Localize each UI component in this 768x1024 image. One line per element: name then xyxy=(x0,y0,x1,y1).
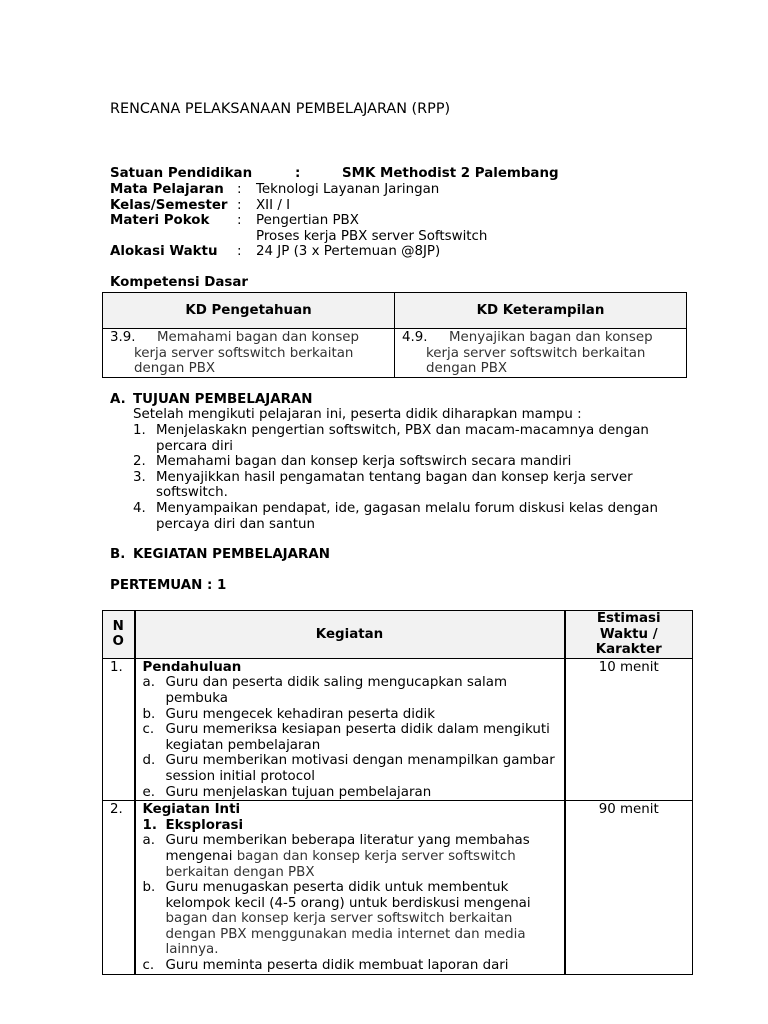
pertemuan-label: PERTEMUAN : 1 xyxy=(110,578,227,593)
list-item-letter: b. xyxy=(142,706,156,722)
row-number-text: 1. xyxy=(110,659,123,675)
list-item-letter: a. xyxy=(142,675,155,691)
list-item-text: Guru mengecek kehadiran peserta didik xyxy=(165,706,435,722)
list-item-letter: d. xyxy=(142,753,156,769)
kd-right-text xyxy=(402,330,680,377)
kd-left-text xyxy=(110,330,388,377)
satuan-label: Satuan Pendidikan xyxy=(110,166,253,181)
sub-heading xyxy=(143,818,558,834)
col-estimasi-header xyxy=(565,611,693,659)
row-estimate xyxy=(565,658,693,800)
materi-value-1: Pengertian PBX xyxy=(256,213,359,228)
list-item xyxy=(143,753,558,784)
tujuan-letter: A. xyxy=(110,392,126,407)
tujuan-item-number: 4. xyxy=(133,500,146,516)
alokasi-value: 24 JP (3 x Pertemuan @8JP) xyxy=(256,244,441,259)
tujuan-item-number: 1. xyxy=(133,423,146,438)
tujuan-heading: TUJUAN PEMBELAJARAN xyxy=(133,392,313,407)
kd-table xyxy=(102,292,687,378)
tujuan-item-text: Menyajikkan hasil pengamatan tentang bagan dan konsep kerja server softswitch. xyxy=(156,469,633,501)
kelas-colon: : xyxy=(237,198,242,213)
tujuan-list xyxy=(133,423,693,532)
tujuan-item-text: Menyampaikan pendapat, ide, gagasan melalu forum diskusi kelas dengan percaya diri dan santun xyxy=(156,500,658,532)
list-item xyxy=(143,833,558,880)
list-item-letter: e. xyxy=(142,784,155,800)
tujuan-item-number: 2. xyxy=(133,454,146,470)
tujuan-item xyxy=(133,423,693,454)
kd-col-keterampilan: KD Keterampilan xyxy=(395,293,687,329)
list-item xyxy=(143,958,558,974)
satuan-colon: : xyxy=(295,166,301,181)
list-item-text-part: Guru menugaskan peserta didik untuk membentuk kelompok kecil (4-5 orang) untuk berdiskusi mengenai xyxy=(165,880,531,911)
satuan-value: SMK Methodist 2 Palembang xyxy=(342,166,559,181)
tujuan-intro: Setelah mengikuti pelajaran ini, peserta didik diharapkan mampu : xyxy=(133,407,582,422)
sub-heading-text: Eksplorasi xyxy=(165,817,244,833)
kegiatan-letter: B. xyxy=(110,547,126,562)
tujuan-item-text: Menjelaskakn pengertian softswitch, PBX dan macam-macamnya dengan percara diri xyxy=(156,423,649,454)
kd-right-text-content: Menyajikan bagan dan konsep kerja server softswitch berkaitan dengan PBX xyxy=(426,330,653,377)
row-activity xyxy=(135,801,565,975)
list-item xyxy=(143,880,558,958)
list-item-letter: b. xyxy=(142,880,156,896)
list-item-text: Guru memeriksa kesiapan peserta didik dalam mengikuti kegiatan pembelajaran xyxy=(165,722,550,753)
list-item-text xyxy=(143,833,558,880)
list-item xyxy=(143,675,558,706)
tujuan-item xyxy=(133,501,693,532)
kd-right-number: 4.9. xyxy=(402,330,428,345)
kelas-value: XII / I xyxy=(256,198,291,213)
tujuan-item-number: 3. xyxy=(133,469,146,485)
mapel-colon: : xyxy=(237,182,242,197)
document-title: RENCANA PELAKSANAAN PEMBELAJARAN (RPP) xyxy=(110,101,451,117)
tujuan-item xyxy=(133,470,693,501)
alokasi-colon: : xyxy=(237,244,242,259)
list-item xyxy=(143,785,558,801)
list-item-text: Guru menjelaskan tujuan pembelajaran xyxy=(165,784,432,800)
row-number xyxy=(103,658,135,800)
list-item xyxy=(143,707,558,723)
list-item-text: Guru meminta peserta didik membuat laporan dari xyxy=(165,958,509,974)
kelas-label: Kelas/Semester xyxy=(110,198,228,213)
mapel-label: Mata Pelajaran xyxy=(110,182,224,197)
tujuan-item-text: Memahami bagan dan konsep kerja softswirch secara mandiri xyxy=(156,454,572,470)
row-title: Pendahuluan xyxy=(142,659,242,675)
table-row xyxy=(103,658,693,800)
list-item-text xyxy=(143,880,558,958)
list-item-text-part: bagan dan konsep kerja server softswitch berkaitan dengan PBX xyxy=(165,848,516,880)
kd-left-text-content: Memahami bagan dan konsep kerja server softswitch berkaitan dengan PBX xyxy=(134,330,360,377)
materi-value-2: Proses kerja PBX server Softswitch xyxy=(256,229,488,244)
activities-table xyxy=(102,610,693,975)
list-item-text: Guru dan peserta didik saling mengucapkan salam pembuka xyxy=(165,675,507,706)
row-estimate-text: 90 menit xyxy=(598,802,659,818)
col-estimasi-label: Estimasi Waktu / Karakter xyxy=(595,611,662,658)
materi-label: Materi Pokok xyxy=(110,213,210,228)
kd-cell-left xyxy=(103,329,395,378)
mapel-value: Teknologi Layanan Jaringan xyxy=(256,182,440,197)
kd-heading: Kompetensi Dasar xyxy=(110,275,248,290)
table-row xyxy=(103,801,693,975)
col-no-header xyxy=(103,611,135,659)
row-estimate xyxy=(565,801,693,975)
row-activity xyxy=(135,658,565,800)
row-number xyxy=(103,801,135,975)
list-item-letter: c. xyxy=(142,722,155,738)
kd-cell-right xyxy=(395,329,687,378)
kd-col-pengetahuan: KD Pengetahuan xyxy=(103,293,395,329)
col-kegiatan-header: Kegiatan xyxy=(135,611,565,659)
materi-colon: : xyxy=(237,213,242,228)
tujuan-item xyxy=(133,454,693,470)
alokasi-label: Alokasi Waktu xyxy=(110,244,218,259)
list-item-letter: a. xyxy=(142,833,155,849)
list-item xyxy=(143,722,558,753)
col-no-label: N O xyxy=(112,618,124,650)
list-item-text-part: bagan dan konsep kerja server softswitch berkaitan dengan PBX menggunakan media internet dan media lainnya. xyxy=(165,911,526,958)
sub-heading-number: 1. xyxy=(142,817,157,833)
kd-left-number: 3.9. xyxy=(110,330,136,345)
kegiatan-heading: KEGIATAN PEMBELAJARAN xyxy=(133,547,330,562)
row-estimate-text: 10 menit xyxy=(598,659,659,675)
row-title: Kegiatan Inti xyxy=(142,802,241,818)
list-item-text: Guru memberikan motivasi dengan menampilkan gambar session initial protocol xyxy=(165,753,555,784)
list-item-letter: c. xyxy=(142,958,155,974)
list-item-text-part: Guru memberikan beberapa literatur yang membahas mengenai xyxy=(165,833,530,864)
row-number-text: 2. xyxy=(110,802,123,818)
